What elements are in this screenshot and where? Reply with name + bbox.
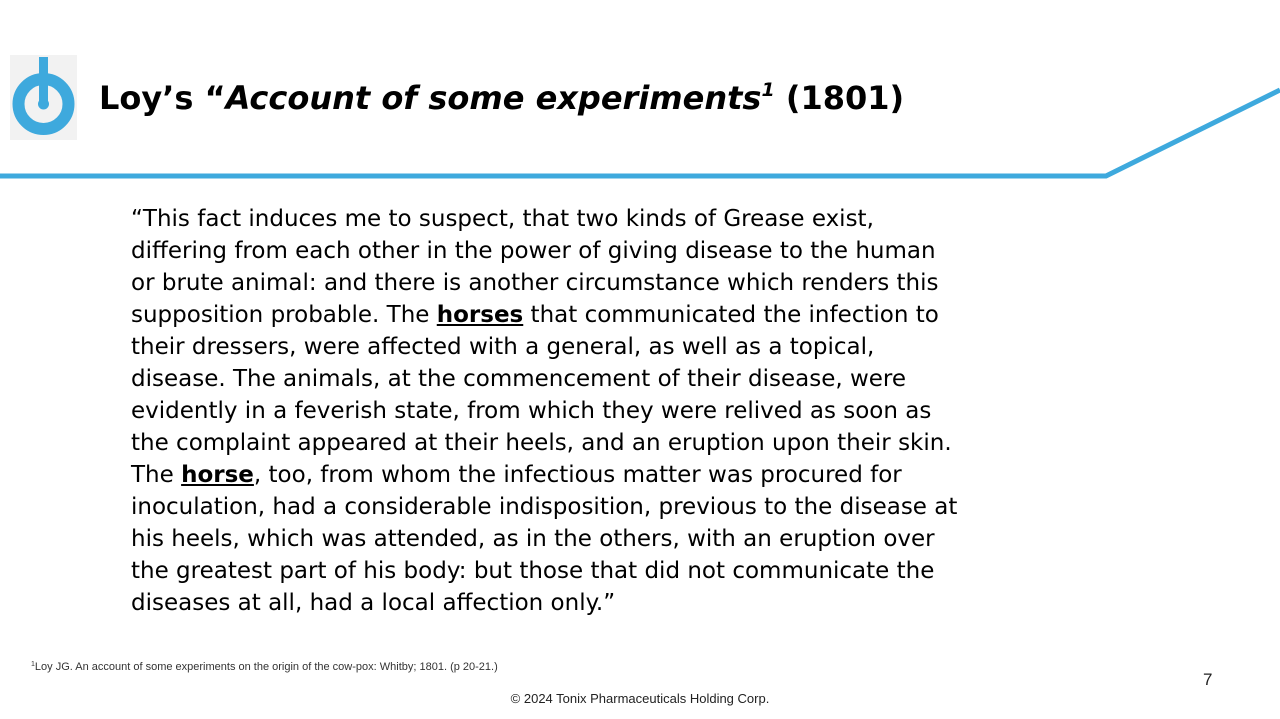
quote-text: evidently in a feverish state, from which they were relived as soon as [131,398,932,424]
quote-line [131,427,1131,459]
quote-line [131,203,1131,235]
footnote-text: Loy JG. An account of some experiments on the origin of the cow-pox: Whitby; 1801. (p 20-21.) [34,661,498,673]
footnote [31,661,498,674]
quote-text: or brute animal: and there is another circumstance which renders this [131,270,939,296]
page-number: 7 [1203,670,1213,689]
quote-keyword: horses [436,302,524,328]
quote-line [131,459,1131,491]
quote-text: The [131,462,182,488]
title-footnote-marker: 1 [761,79,775,101]
quote-text: inoculation, had a considerable indisposition, previous to the disease at [131,494,958,520]
quote-text: his heels, which was attended, as in the others, with an eruption over [131,526,935,552]
quote-text: “This fact induces me to suspect, that two kinds of Grease exist, [131,206,874,232]
quote-body [131,203,1131,619]
quote-line [131,235,1131,267]
quote-line [131,555,1131,587]
quote-text: supposition probable. The [131,302,437,328]
copyright-notice: © 2024 Tonix Pharmaceuticals Holding Corp. [510,691,770,706]
title-italic: Account of some experiments [225,79,762,117]
title-suffix: (1801) [774,79,905,117]
quote-text: the greatest part of his body: but those that did not communicate the [131,558,935,584]
quote-text: , too, from whom the infectious matter was procured for [253,462,902,488]
quote-line [131,267,1131,299]
quote-line [131,587,1131,619]
quote-line [131,395,1131,427]
quote-text: disease. The animals, at the commencement of their disease, were [131,366,907,392]
quote-text: the complaint appeared at their heels, and an eruption upon their skin. [131,430,952,456]
quote-line [131,299,1131,331]
quote-line [131,523,1131,555]
quote-text: that communicated the infection to [523,302,939,328]
quote-line [131,363,1131,395]
quote-text: their dressers, were affected with a general, as well as a topical, [131,334,875,360]
quote-keyword: horse [181,462,254,488]
title-prefix: Loy’s “ [99,79,226,117]
quote-line [131,491,1131,523]
quote-text: diseases at all, had a local affection only.” [131,590,616,616]
quote-line [131,331,1131,363]
footnote-marker: 1 [31,661,35,668]
quote-text: differing from each other in the power of giving disease to the human [131,238,936,264]
header-divider-line [0,0,1280,200]
